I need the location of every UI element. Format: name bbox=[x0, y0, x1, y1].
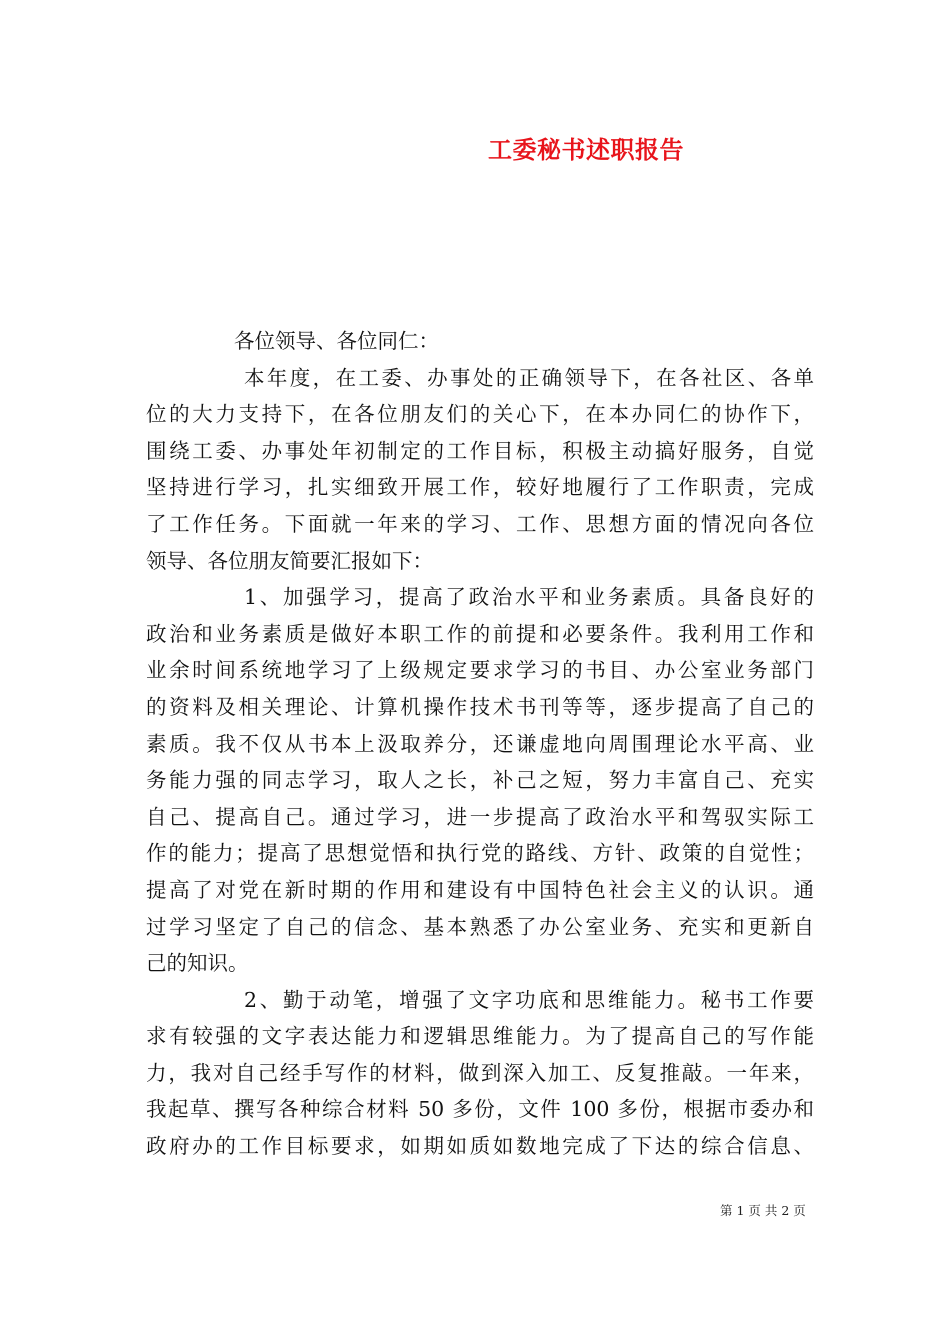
paragraph-line: 本年度，在工委、办事处的正确领导下，在各社区、各单 bbox=[244, 365, 814, 390]
paragraph-line: 业余时间系统地学习了上级规定要求学习的书目、办公室业务部门 bbox=[146, 658, 814, 683]
paragraph-line: 作的能力；提高了思想觉悟和执行党的路线、方针、政策的自觉性； bbox=[146, 841, 814, 866]
paragraph-line: 己的知识。 bbox=[146, 951, 249, 976]
paragraph-line: 2、勤于动笔，增强了文字功底和思维能力。秘书工作要 bbox=[244, 987, 814, 1012]
paragraph-line: 坚持进行学习，扎实细致开展工作，较好地履行了工作职责，完成 bbox=[146, 475, 814, 500]
page-number: 第 1 页 共 2 页 bbox=[720, 1203, 806, 1218]
paragraph-line: 务能力强的同志学习，取人之长，补己之短，努力丰富自己、充实 bbox=[146, 768, 814, 793]
paragraph-line: 提高了对党在新时期的作用和建设有中国特色社会主义的认识。通 bbox=[146, 877, 814, 902]
salutation-line: 各位领导、各位同仁： bbox=[234, 329, 439, 353]
paragraph-line: 政治和业务素质是做好本职工作的前提和必要条件。我利用工作和 bbox=[146, 621, 814, 646]
paragraph-line: 位的大力支持下，在各位朋友们的关心下，在本办同仁的协作下， bbox=[146, 402, 814, 427]
document-title: 工委秘书述职报告 bbox=[488, 135, 684, 164]
paragraph-line: 力，我对自己经手写作的材料，做到深入加工、反复推敲。一年来， bbox=[146, 1060, 814, 1085]
paragraph-line: 我起草、撰写各种综合材料 50 多份，文件 100 多份，根据市委办和 bbox=[146, 1097, 814, 1122]
paragraph-line: 围绕工委、办事处年初制定的工作目标，积极主动搞好服务，自觉 bbox=[146, 438, 814, 463]
paragraph-line: 领导、各位朋友简要汇报如下： bbox=[146, 548, 433, 573]
paragraph-line: 求有较强的文字表达能力和逻辑思维能力。为了提高自己的写作能 bbox=[146, 1024, 814, 1049]
paragraph-line: 的资料及相关理论、计算机操作技术书刊等等，逐步提高了自己的 bbox=[146, 694, 814, 719]
paragraph-line: 了工作任务。下面就一年来的学习、工作、思想方面的情况向各位 bbox=[146, 511, 814, 536]
paragraph-line: 政府办的工作目标要求，如期如质如数地完成了下达的综合信息、 bbox=[146, 1134, 814, 1159]
paragraph-line: 自己、提高自己。通过学习，进一步提高了政治水平和驾驭实际工 bbox=[146, 804, 814, 829]
document-body bbox=[146, 323, 814, 1165]
paragraph-line: 过学习坚定了自己的信念、基本熟悉了办公室业务、充实和更新自 bbox=[146, 914, 814, 939]
paragraph-line: 素质。我不仅从书本上汲取养分，还谦虚地向周围理论水平高、业 bbox=[146, 731, 814, 756]
paragraph-line: 1、加强学习，提高了政治水平和业务素质。具备良好的 bbox=[244, 585, 814, 610]
